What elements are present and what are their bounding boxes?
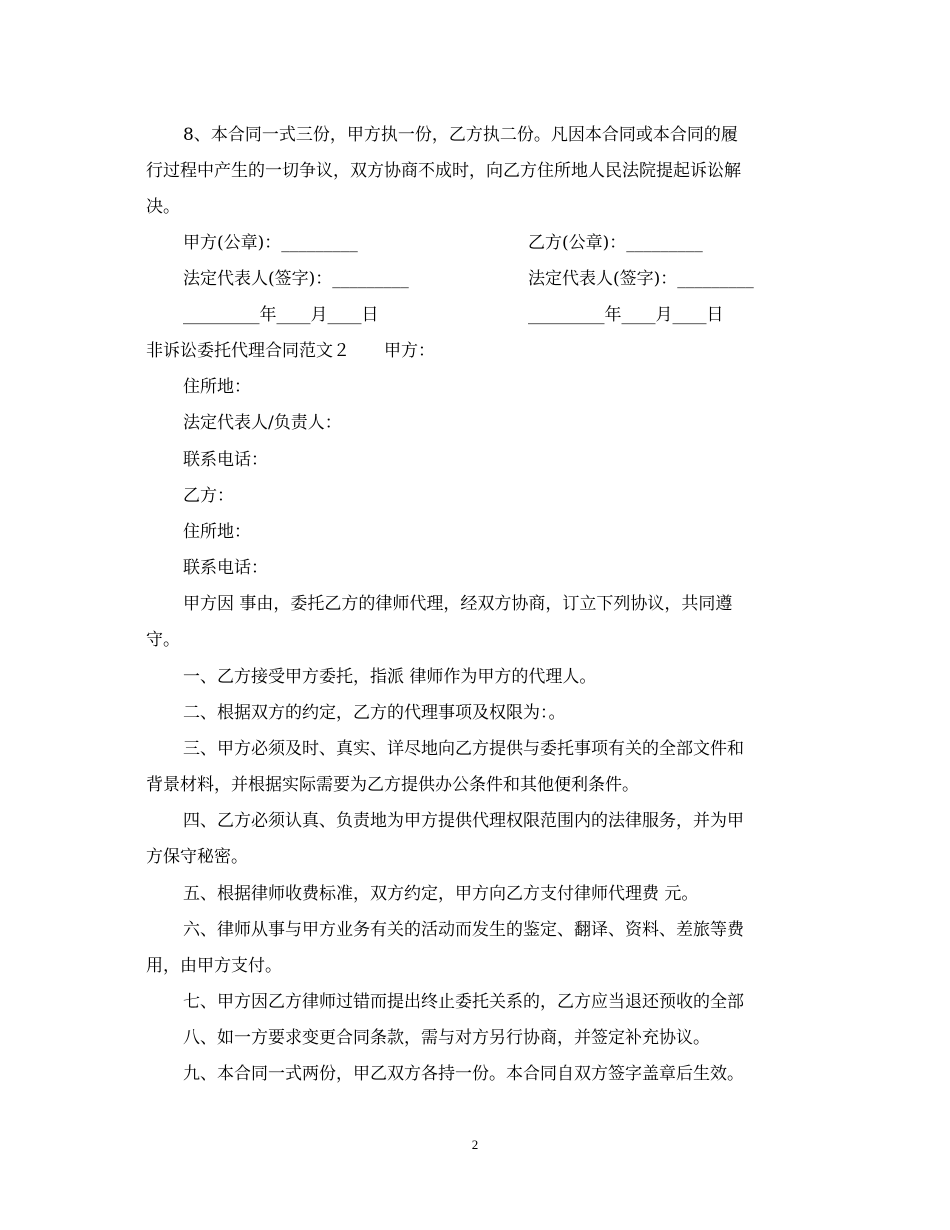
clause-1: 一、乙方接受甲方委托，指派 律师作为甲方的代理人。	[183, 667, 597, 687]
party-a-representative: 法定代表人(签字)：_________	[183, 269, 409, 289]
paragraph-line: 决。	[146, 197, 180, 217]
party-b-seal: 乙方(公章)：_________	[528, 233, 703, 253]
clause-7: 七、甲方因乙方律师过错而提出终止委托关系的，乙方应当退还预收的全部	[183, 992, 744, 1012]
clause-6: 六、律师从事与甲方业务有关的活动而发生的鉴定、翻译、资料、差旅等费	[183, 920, 744, 940]
field-label: 联系电话：	[183, 558, 268, 578]
paragraph-line: 守。	[146, 630, 180, 650]
clause-9: 九、本合同一式两份，甲乙双方各持一份。本合同自双方签字盖章后生效。	[183, 1064, 744, 1084]
paragraph-line: 8、本合同一式三份，甲方执一份，乙方执二份。凡因本合同或本合同的履	[183, 125, 738, 145]
field-label: 乙方：	[183, 486, 234, 506]
clause-4: 四、乙方必须认真、负责地为甲方提供代理权限范围内的法律服务，并为甲	[183, 811, 744, 831]
clause-4-cont: 方保守秘密。	[146, 847, 248, 867]
clause-6-cont: 用，由甲方支付。	[146, 956, 282, 976]
party-b-date: _________年____月____日	[528, 305, 724, 325]
party-a-date: _________年____月____日	[183, 305, 379, 325]
section-title: 非诉讼委托代理合同范文２ 甲方：	[146, 341, 435, 361]
clause-2: 二、根据双方的约定，乙方的代理事项及权限为：。	[183, 703, 566, 723]
clause-3-cont: 背景材料，并根据实际需要为乙方提供办公条件和其他便利条件。	[146, 775, 639, 795]
field-label: 联系电话：	[183, 450, 268, 470]
party-a-seal: 甲方(公章)：_________	[183, 233, 358, 253]
clause-8: 八、如一方要求变更合同条款，需与对方另行协商，并签定补充协议。	[183, 1028, 710, 1048]
field-label: 住所地：	[183, 377, 251, 397]
paragraph-line: 甲方因 事由，委托乙方的律师代理，经双方协商，订立下列协议，共同遵	[183, 594, 733, 614]
clause-3: 三、甲方必须及时、真实、详尽地向乙方提供与委托事项有关的全部文件和	[183, 739, 744, 759]
field-label: 法定代表人/负责人：	[183, 413, 342, 433]
party-b-representative: 法定代表人(签字)：_________	[528, 269, 754, 289]
page-number: 2	[471, 1137, 479, 1152]
field-label: 住所地：	[183, 522, 251, 542]
paragraph-line: 行过程中产生的一切争议，双方协商不成时，向乙方住所地人民法院提起诉讼解	[146, 161, 741, 181]
clause-5: 五、根据律师收费标准，双方约定，甲方向乙方支付律师代理费 元。	[183, 884, 699, 904]
